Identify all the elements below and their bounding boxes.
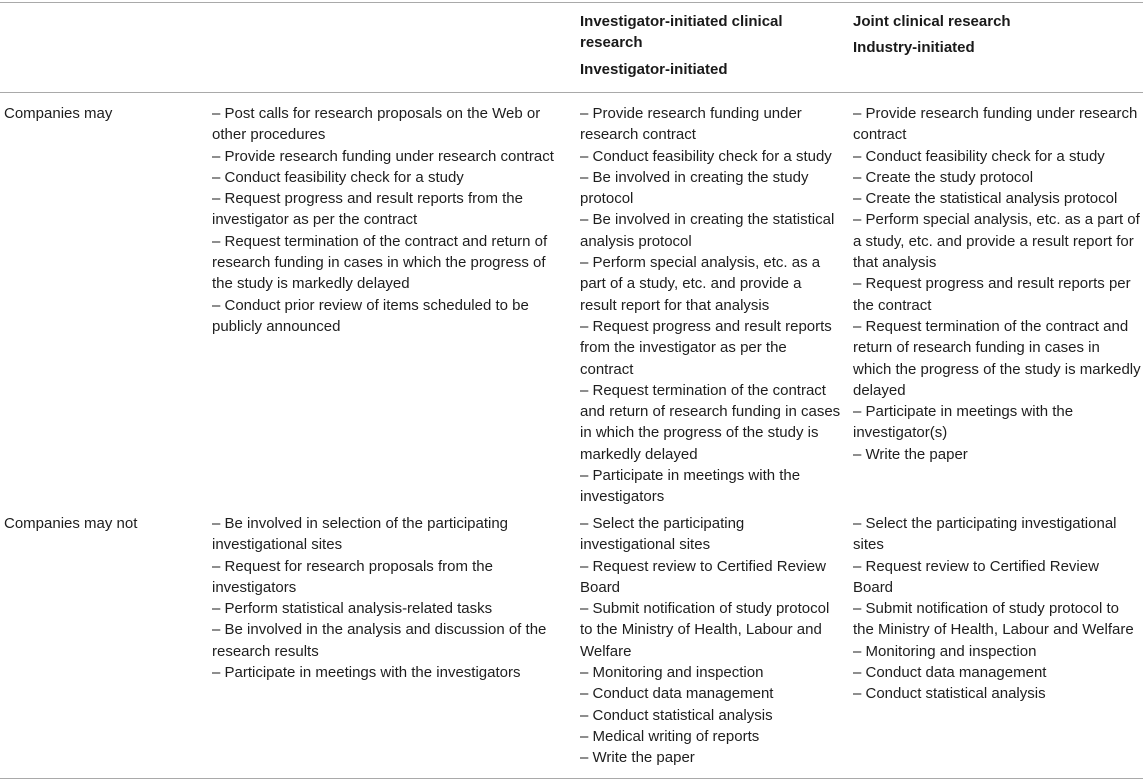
list-item: – Provide research funding under research contract [580,105,802,144]
list-item: – Request review to Certified Review Board [853,557,1099,596]
list-item: – Conduct statistical analysis [853,685,1046,703]
list-item: – Conduct prior review of items scheduled to be publicly announced [212,296,529,335]
table-top-rule [0,2,1143,3]
column-header-title: Investigator-initiated clinical research [580,13,783,52]
list-item: – Participate in meetings with the investigators [212,664,521,682]
list-item: – Request progress and result reports per the contract [853,275,1131,314]
list-item: – Conduct feasibility check for a study [853,147,1105,165]
list-item: – Perform special analysis, etc. as a part of a study, etc. and provide a result report for that analysis [580,254,821,314]
cell-row1-industry-initiated [853,103,1141,465]
cell-row1-general [212,103,562,337]
list-item: – Perform special analysis, etc. as a part of a study, etc. and provide a result report for that analysis [853,211,1140,272]
list-item: – Medical writing of reports [580,727,760,745]
row-label-companies-may-not: Companies may not [4,515,138,532]
column-header-joint-research [853,11,1133,59]
list-item: – Perform statistical analysis-related tasks [212,600,493,618]
row-label-companies-may: Companies may [4,105,113,122]
cell-row2-investigator-initiated [580,513,842,769]
list-item: – Request progress and result reports from the investigator as per the contract [212,190,523,229]
list-item: – Request for research proposals from the investigators [212,557,493,596]
column-header-subtitle: Industry-initiated [853,39,975,57]
list-item: – Submit notification of study protocol to the Ministry of Health, Labour and Welfare [580,600,830,660]
list-item: – Monitoring and inspection [853,642,1037,660]
list-item: – Conduct feasibility check for a study [212,168,464,186]
list-item: – Conduct statistical analysis [580,706,773,724]
list-item: – Select the participating investigational sites [853,515,1117,554]
list-item: – Request review to Certified Review Board [580,557,826,596]
list-item: – Conduct data management [853,664,1047,682]
list-item: – Create the study protocol [853,168,1034,186]
list-item: – Be involved in creating the statistical analysis protocol [580,211,835,250]
list-item: – Post calls for research proposals on the Web or other procedures [212,105,541,144]
header-divider-rule [0,92,1143,93]
list-item: – Monitoring and inspection [580,664,764,682]
list-item: – Provide research funding under research contract [853,105,1138,144]
list-item: – Request progress and result reports from the investigator as per the contract [580,317,832,378]
list-item: – Write the paper [853,445,968,463]
cell-row2-general [212,513,562,683]
list-item: – Be involved in creating the study protocol [580,168,809,208]
list-item: – Conduct data management [580,685,774,703]
cell-row1-investigator-initiated [580,103,842,508]
list-item: – Participate in meetings with the investigators [580,467,801,506]
list-item: – Write the paper [580,749,695,767]
list-item: – Participate in meetings with the investigator(s) [853,403,1074,442]
list-item: – Request termination of the contract and return of research funding in cases in which the progress of the study is markedly delayed [853,317,1141,399]
list-item: – Be involved in the analysis and discussion of the research results [212,621,547,660]
list-item: – Provide research funding under research contract [212,147,554,165]
cell-row2-industry-initiated [853,513,1141,705]
list-item: – Submit notification of study protocol to the Ministry of Health, Labour and Welfare [853,600,1134,639]
list-item: – Request termination of the contract and return of research funding in cases in which the progress of the study is markedly delayed [212,232,548,293]
column-header-subtitle: Investigator-initiated [580,60,728,78]
column-header-investigator-initiated [580,11,830,80]
list-item: – Create the statistical analysis protocol [853,190,1118,208]
table-bottom-rule [0,778,1143,779]
list-item: – Select the participating investigational sites [580,515,745,554]
column-header-title: Joint clinical research [853,13,1011,30]
list-item: – Be involved in selection of the participating investigational sites [212,515,509,554]
list-item: – Conduct feasibility check for a study [580,147,832,165]
list-item: – Request termination of the contract and return of research funding in cases in which the progress of the study is markedly delayed [580,381,841,463]
